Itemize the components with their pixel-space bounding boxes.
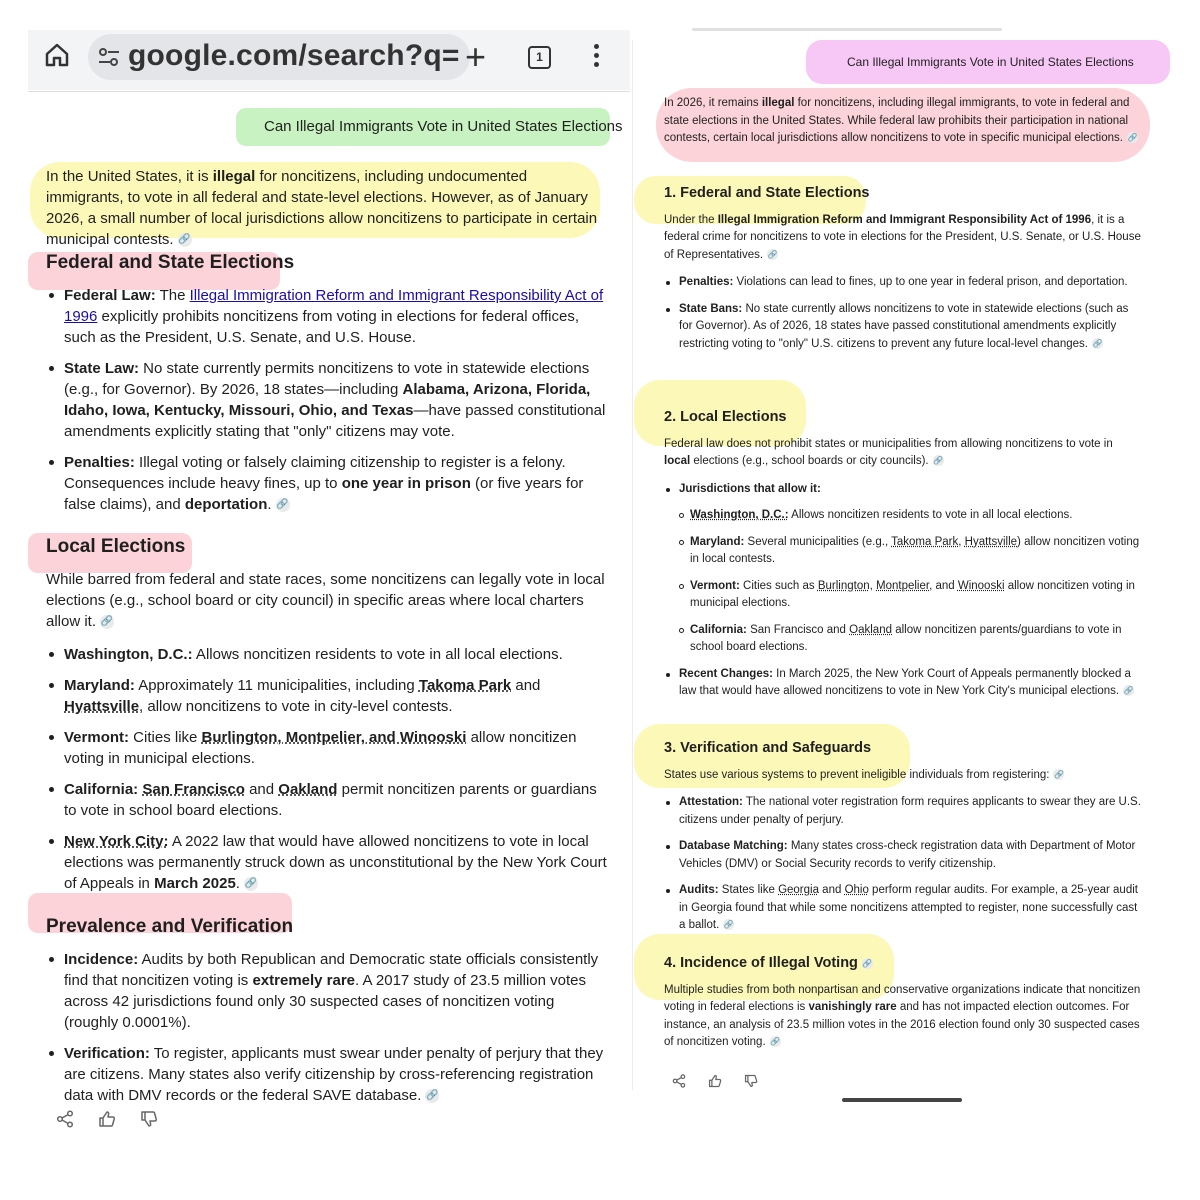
heading-3: 3. Verification and Safeguards	[664, 740, 872, 756]
home-indicator[interactable]	[842, 1098, 962, 1102]
left-section-local: Local Elections While barred from federal and state races, some noncitizens can legally vote in local elections (e.g., school board or city council) in specific areas where local charters allow it. 🔗 Washington, D.C.: Allows noncitizen residents to vote in all local elections. Maryland: Approximately 11 municipalities, including Takoma Park and Hyattsville, allow noncitizens to vote in city-level contests. Vermont: Cities like Burlington, Montpelier, and Winooski allow noncitizen voting in municipal elections. California: San Francisco and Oakland permit noncitizen parents or guardians to vote in school board elections. New York City: A 2022 law that would have allowed noncitizens to vote in local elections was permanently struck down as unconstitutional by the New York Court of Appeals in March 2025. 🔗	[46, 536, 607, 892]
thumbs-down-icon[interactable]	[140, 1110, 158, 1133]
left-intro: In the United States, it is illegal for noncitizens, including undocumented immigrants, to vote in all federal and state-level elections. However, as of January 2026, a small number of local jurisdictions allow noncitizens to participate in certain municipal contests. 🔗	[46, 168, 598, 248]
right-section-1: 1. Federal and State Elections Under the Illegal Immigration Reform and Immigrant Responsibility Act of 1996, it is a federal crime for noncitizens to vote in elections for the President, U.S. Senate, or U.S. House of Representatives. 🔗 Penalties: Violations can lead to fines, up to one year in federal prison, and deportation. State Bans: No state currently allows noncitizens to vote in statewide elections (such as for Governor). As of 2026, 18 states have passed constitutional amendments explicitly restricting voting to "only" U.S. citizens to prevent any future local-level changes. 🔗	[664, 185, 1142, 362]
list-item: Maryland: Approximately 11 municipalities, including Takoma Park and Hyattsville, allow noncitizens to vote in city-level contests.	[46, 675, 608, 717]
list-item: Penalties: Violations can lead to fines, up to one year in federal prison, and deportation.	[664, 274, 1142, 292]
list-item: Penalties: Illegal voting or falsely claiming citizenship to register is a felony. Consequences include heavy fines, up to one year in prison (or five years for false claims), and deportation. 🔗	[46, 452, 608, 515]
list-item: Database Matching: Many states cross-check registration data with Department of Motor Vehicles (DMV) or Social Security records to verify citizenship.	[664, 838, 1142, 873]
list-item: New York City: A 2022 law that would have allowed noncitizens to vote in local elections was permanently struck down as unconstitutional by the New York Court of Appeals in March 2025. 🔗	[46, 831, 608, 894]
list-item: Federal Law: The Illegal Immigration Reform and Immigrant Responsibility Act of 1996 explicitly prohibits noncitizens from voting in elections for federal offices, such as the President, U.S. Senate, and U.S. House.	[46, 285, 608, 348]
kebab-menu-icon[interactable]	[594, 44, 599, 71]
act-link[interactable]: Illegal Immigration Reform and Immigrant Responsibility Act of 1996	[64, 287, 604, 325]
heading-local: Local Elections	[46, 536, 186, 557]
query-chip: Can Illegal Immigrants Vote in United States Elections	[264, 118, 623, 135]
top-bar-remnant	[692, 28, 1002, 31]
link-chain-icon[interactable]: 🔗	[862, 958, 873, 968]
left-screenshot	[28, 30, 630, 1150]
link-chain-icon[interactable]: 🔗	[770, 1037, 781, 1047]
link-chain-icon[interactable]: 🔗	[1053, 769, 1064, 779]
list-item: Attestation: The national voter registration form requires applicants to swear they are U.S. citizens under penalty of perjury.	[664, 794, 1142, 829]
tabs-icon[interactable]: 1	[528, 46, 551, 69]
right-section-3: 3. Verification and Safeguards States use various systems to prevent ineligible individuals from registering: 🔗 Attestation: The national voter registration form requires applicants to swear they are U.S. citizens under penalty of perjury. Database Matching: Many states cross-check registration data with Department of Motor Vehicles (DMV) or Social Security records to verify citizenship. Audits: States like Georgia and Ohio perform regular audits. For example, a 25-year audit in Georgia found that while some noncitizens attempted to register, none successfully cast a ballot. 🔗	[664, 740, 1142, 944]
right-intro: In 2026, it remains illegal for noncitizens, including illegal immigrants, to vote in federal and state elections in the United States. While federal law prohibits their participation in national contests, certain local jurisdictions allow noncitizens to vote in specific municipal elections. 🔗	[664, 97, 1138, 144]
list-item: Jurisdictions that allow it: Washington, D.C.: Allows noncitizen residents to vote in all local elections. Maryland: Several municipalities (e.g., Takoma Park, Hyattsville) allow noncitizen voting in local contests. Vermont: Cities such as Burlington, Montpelier, and Winooski allow noncitizen voting in municipal elections. California: San Francisco and Oakland allow noncitizen parents/guardians to vote in school board elections.	[664, 481, 1142, 657]
browser-toolbar	[28, 30, 630, 90]
query-chip: Can Illegal Immigrants Vote in United States Elections	[847, 55, 1134, 69]
share-icon[interactable]	[56, 1110, 74, 1133]
list-item: Verification: To register, applicants must swear under penalty of perjury that they are citizens. Many states also verify citizenship by cross-referencing registration data with DMV records or the federal SAVE database. 🔗	[46, 1043, 608, 1106]
thumbs-up-icon[interactable]	[98, 1110, 116, 1133]
right-screenshot	[634, 28, 1172, 1108]
left-section-prevalence	[46, 916, 608, 1116]
link-chain-icon[interactable]: 🔗	[1123, 686, 1134, 696]
tune-icon[interactable]	[98, 47, 120, 72]
heading-1: 1. Federal and State Elections	[664, 185, 870, 201]
home-icon[interactable]	[44, 42, 70, 73]
list-item: Incidence: Audits by both Republican and Democratic state officials consistently find that noncitizen voting is extremely rare. A 2017 study of 23.5 million votes across 42 jurisdictions found only 30 suspected cases of noncitizen voting (roughly 0.0001%).	[46, 949, 608, 1033]
heading-2: 2. Local Elections	[664, 409, 787, 425]
link-chain-icon[interactable]: 🔗	[100, 616, 114, 628]
heading-federal: Federal and State Elections	[46, 252, 295, 273]
list-item: Vermont: Cities like Burlington, Montpelier, and Winooski allow noncitizen voting in municipal elections.	[46, 727, 608, 769]
thumbs-up-icon[interactable]	[708, 1074, 722, 1093]
toolbar-divider	[28, 91, 630, 92]
share-icon[interactable]	[672, 1074, 686, 1093]
left-section-federal	[46, 252, 608, 525]
list-item: Audits: States like Georgia and Ohio perform regular audits. For example, a 25-year audit in Georgia found that while some noncitizens attempted to register, none successfully cast a ballot. 🔗	[664, 882, 1142, 935]
list-item: Recent Changes: In March 2025, the New York Court of Appeals permanently blocked a law that would have allowed noncitizens to vote in New York City's municipal elections. 🔗	[664, 666, 1142, 701]
right-section-4: 4. Incidence of Illegal Voting 🔗 Multiple studies from both nonpartisan and conservative organizations indicate that noncitizen voting in federal elections is vanishingly rare and has not impacted election outcomes. For instance, an analysis of 23.5 million votes in the 2016 election found only 30 suspected cases of noncitizen voting. 🔗	[664, 955, 1141, 1048]
list-item: State Law: No state currently permits noncitizens to vote in statewide elections (e.g., for Governor). By 2026, 18 states—including Alabama, Arizona, Florida, Idaho, Iowa, Kentucky, Missouri, Ohio, and Texas—have passed constitutional amendments explicitly stating that "only" citizens may vote.	[46, 358, 608, 442]
heading-4: 4. Incidence of Illegal Voting 🔗	[664, 955, 873, 971]
list-item: California: San Francisco and Oakland allow noncitizen parents/guardians to vote in school board elections.	[679, 622, 1142, 657]
list-item: Maryland: Several municipalities (e.g., Takoma Park, Hyattsville) allow noncitizen voting in local contests.	[679, 534, 1142, 569]
list-item: California: San Francisco and Oakland permit noncitizen parents or guardians to vote in school board elections.	[46, 779, 608, 821]
list-item: Washington, D.C.: Allows noncitizen residents to vote in all local elections.	[46, 644, 608, 665]
link-chain-icon[interactable]: 🔗	[723, 920, 734, 930]
url-text[interactable]: google.com/search?q=	[128, 39, 460, 72]
plus-icon[interactable]: +	[465, 36, 487, 77]
list-item: Vermont: Cities such as Burlington, Montpelier, and Winooski allow noncitizen voting in municipal elections.	[679, 578, 1142, 613]
address-bar[interactable]	[88, 34, 470, 80]
link-chain-icon[interactable]: 🔗	[244, 878, 258, 890]
thumbs-down-icon[interactable]	[744, 1074, 758, 1093]
right-section-2: 2. Local Elections Federal law does not prohibit states or municipalities from allowing noncitizens to vote in local elections (e.g., school boards or city councils). 🔗 Jurisdictions that allow it: Washington, D.C.: Allows noncitizen residents to vote in all local elections. Maryland: Several municipalities (e.g., Takoma Park, Hyattsville) allow noncitizen voting in local contests. Vermont: Cities such as Burlington, Montpelier, and Winooski allow noncitizen voting in municipal elections. California: San Francisco and Oakland allow noncitizen parents/guardians to vote in school board elections. Recent Changes: In March 2025, the New York Court of Appeals permanently blocked a law that would have allowed noncitizens to vote in New York City's municipal elections. 🔗	[664, 409, 1142, 710]
heading-prevalence: Prevalence and Verification	[46, 916, 294, 937]
list-item: State Bans: No state currently allows noncitizens to vote in statewide elections (such as for Governor). As of 2026, 18 states have passed constitutional amendments explicitly restricting voting to "only" U.S. citizens to prevent any future local-level changes. 🔗	[664, 301, 1142, 354]
list-item: Washington, D.C.: Allows noncitizen residents to vote in all local elections.	[679, 507, 1142, 525]
link-chain-icon[interactable]: 🔗	[933, 456, 944, 466]
link-chain-icon[interactable]: 🔗	[426, 1090, 439, 1102]
link-chain-icon[interactable]: 🔗	[767, 249, 778, 259]
panel-divider	[632, 40, 633, 1090]
link-chain-icon[interactable]: 🔗	[1092, 338, 1103, 348]
link-chain-icon[interactable]: 🔗	[178, 234, 191, 246]
link-chain-icon[interactable]: 🔗	[1127, 133, 1138, 143]
link-chain-icon[interactable]: 🔗	[276, 499, 289, 511]
